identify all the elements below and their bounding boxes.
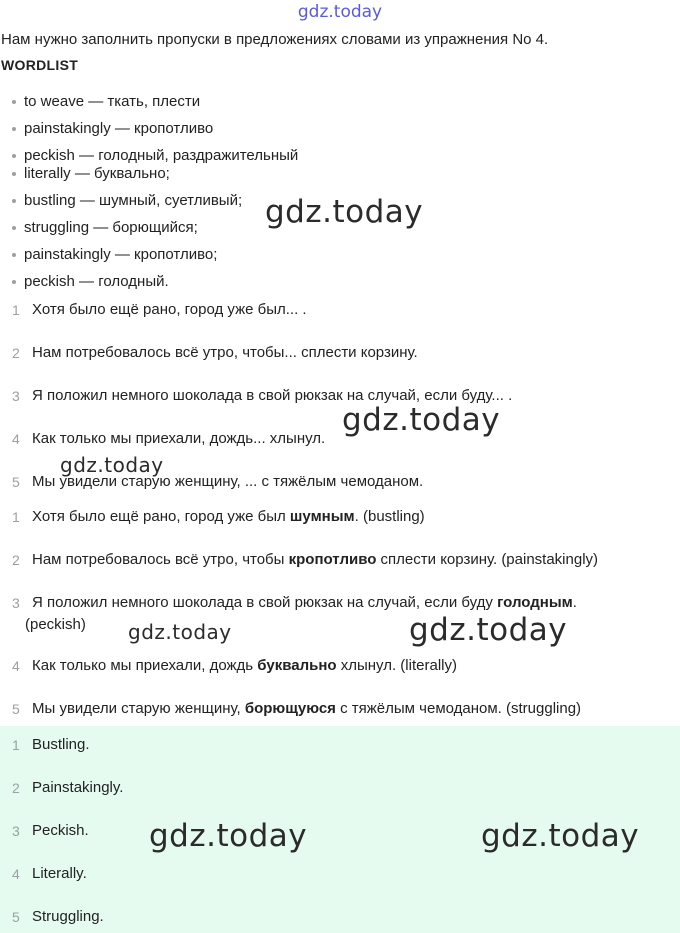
- item-number: 4: [12, 431, 20, 447]
- item-number: 1: [12, 737, 20, 753]
- gap-text: Как только мы приехали, дождь... хлынул.: [32, 430, 326, 447]
- item-number: 3: [12, 823, 20, 839]
- answer-word: кропотливо: [288, 551, 377, 568]
- item-number: 3: [12, 595, 20, 611]
- answer-wrap: (peckish): [25, 616, 86, 633]
- item-number: 4: [12, 658, 20, 674]
- watermark: gdz.today: [128, 620, 232, 644]
- wordlist-item: bustling — шумный, суетливый;: [12, 191, 298, 218]
- wordlist-item: peckish — голодный.: [12, 272, 298, 299]
- answer-after: сплести корзину. (painstakingly): [376, 551, 599, 568]
- answer-before: Как только мы приехали, дождь: [32, 657, 258, 674]
- wordlist: [12, 92, 298, 299]
- wordlist-item: literally — буквально;: [12, 164, 298, 191]
- gap-text: Нам потребовалось всё утро, чтобы... сплести корзину.: [32, 344, 418, 361]
- answer-after: хлынул. (literally): [336, 657, 457, 674]
- answer-after: . (bustling): [354, 508, 425, 525]
- wordlist-item: painstakingly — кропотливо;: [12, 245, 298, 272]
- item-number: 2: [12, 552, 20, 568]
- wordlist-item: painstakingly — кропотливо: [12, 119, 298, 146]
- item-number: 4: [12, 866, 20, 882]
- wordlist-item: struggling — борющийся;: [12, 218, 298, 245]
- answer-after: .: [572, 594, 577, 611]
- answer-text: [32, 507, 674, 527]
- wordlist-item: peckish — голодный, раздражительный: [12, 146, 298, 164]
- answer-before: Я положил немного шоколада в свой рюкзак на случай, если буду: [32, 594, 498, 611]
- gap-text: Мы увидели старую женщину, ... с тяжёлым чемоданом.: [32, 473, 424, 490]
- watermark: gdz.today: [60, 453, 164, 477]
- site-title[interactable]: gdz.today: [297, 2, 383, 22]
- answer-text: [32, 699, 674, 719]
- gap-text: Хотя было ещё рано, город уже был... .: [32, 301, 307, 318]
- answer-after: с тяжёлым чемоданом. (struggling): [335, 700, 582, 717]
- answer-word: шумным: [289, 508, 355, 525]
- item-number: 2: [12, 345, 20, 361]
- answer-before: Нам потребовалось всё утро, чтобы: [32, 551, 289, 568]
- item-number: 1: [12, 302, 20, 318]
- short-answer-text: Peckish.: [32, 822, 89, 839]
- item-number: 1: [12, 509, 20, 525]
- watermark: gdz.today: [342, 402, 501, 438]
- answer-word: голодным: [497, 594, 573, 611]
- short-answer-text: Painstakingly.: [32, 779, 124, 796]
- item-number: 3: [12, 388, 20, 404]
- answer-text: [32, 593, 674, 613]
- watermark: gdz.today: [265, 194, 424, 230]
- wordlist-heading: WORDLIST: [1, 57, 79, 73]
- answer-word: борющуюся: [244, 700, 336, 717]
- short-answer-text: Bustling.: [32, 736, 90, 753]
- short-answer-text: Struggling.: [32, 908, 104, 925]
- answer-before: Мы увидели старую женщину,: [32, 700, 245, 717]
- answer-text: [32, 550, 674, 570]
- short-answer-text: Literally.: [32, 865, 87, 882]
- item-number: 5: [12, 474, 20, 490]
- answer-word: буквально: [257, 657, 337, 674]
- item-number: 5: [12, 701, 20, 717]
- answer-before: Хотя было ещё рано, город уже был: [32, 508, 290, 525]
- answer-item: [0, 593, 680, 637]
- watermark: gdz.today: [149, 818, 308, 854]
- item-number: 5: [12, 909, 20, 925]
- watermark: gdz.today: [481, 818, 640, 854]
- intro-text: Нам нужно заполнить пропуски в предложениях словами из упражнения No 4.: [1, 31, 549, 48]
- item-number: 2: [12, 780, 20, 796]
- watermark: gdz.today: [409, 612, 568, 648]
- answer-text: [32, 656, 674, 676]
- gap-text: Я положил немного шоколада в свой рюкзак на случай, если буду... .: [32, 387, 513, 404]
- wordlist-item: to weave — ткать, плести: [12, 92, 298, 119]
